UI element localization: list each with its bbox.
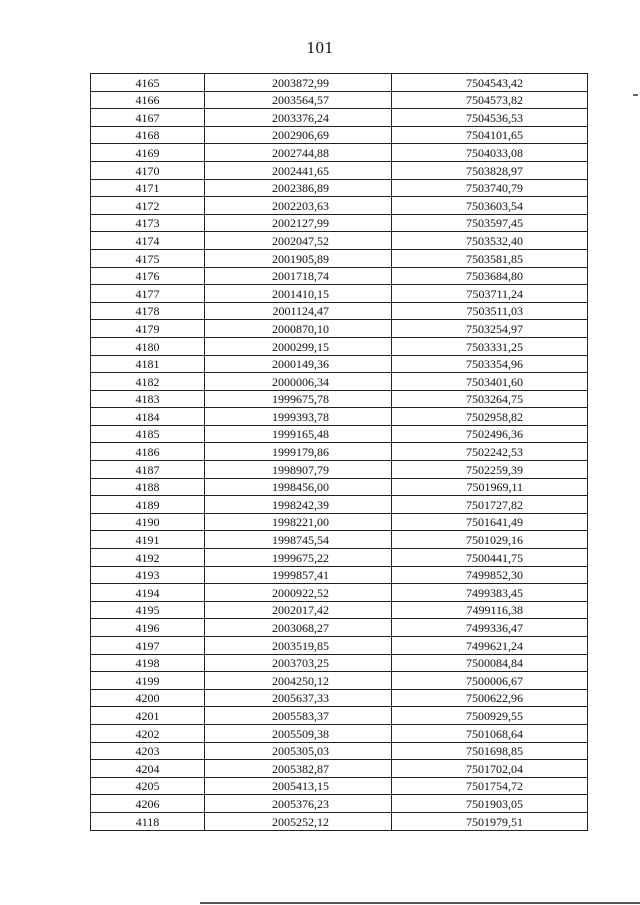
- table-row: [91, 179, 588, 197]
- x-coordinate-cell: 2003564,57: [205, 91, 392, 109]
- table-row: [91, 531, 588, 549]
- y-coordinate-cell: 7503254,97: [392, 320, 588, 338]
- y-coordinate-cell: 7501698,85: [392, 742, 588, 760]
- table-row: [91, 390, 588, 408]
- table-row: [91, 601, 588, 619]
- point-number-cell: 4206: [91, 795, 205, 813]
- point-number-cell: 4202: [91, 724, 205, 742]
- y-coordinate-cell: 7501754,72: [392, 777, 588, 795]
- point-number-cell: 4167: [91, 109, 205, 127]
- y-coordinate-cell: 7501641,49: [392, 513, 588, 531]
- y-coordinate-cell: 7502259,39: [392, 461, 588, 479]
- y-coordinate-cell: 7500006,67: [392, 672, 588, 690]
- point-number-cell: 4186: [91, 443, 205, 461]
- y-coordinate-cell: 7499336,47: [392, 619, 588, 637]
- table-row: [91, 144, 588, 162]
- table-row: [91, 443, 588, 461]
- table-row: [91, 654, 588, 672]
- point-number-cell: 4179: [91, 320, 205, 338]
- coordinates-table-body: [91, 74, 588, 831]
- x-coordinate-cell: 1998221,00: [205, 513, 392, 531]
- y-coordinate-cell: 7504573,82: [392, 91, 588, 109]
- table-row: [91, 267, 588, 285]
- x-coordinate-cell: 1999675,78: [205, 390, 392, 408]
- table-row: [91, 302, 588, 320]
- y-coordinate-cell: 7503740,79: [392, 179, 588, 197]
- x-coordinate-cell: 1998745,54: [205, 531, 392, 549]
- point-number-cell: 4180: [91, 337, 205, 355]
- table-row: [91, 812, 588, 830]
- x-coordinate-cell: 2005583,37: [205, 707, 392, 725]
- y-coordinate-cell: 7502958,82: [392, 408, 588, 426]
- y-coordinate-cell: 7501969,11: [392, 478, 588, 496]
- x-coordinate-cell: 2002017,42: [205, 601, 392, 619]
- y-coordinate-cell: 7503401,60: [392, 373, 588, 391]
- point-number-cell: 4195: [91, 601, 205, 619]
- y-coordinate-cell: 7499116,38: [392, 601, 588, 619]
- table-row: [91, 408, 588, 426]
- y-coordinate-cell: 7503597,45: [392, 214, 588, 232]
- x-coordinate-cell: 2005637,33: [205, 689, 392, 707]
- table-row: [91, 549, 588, 567]
- point-number-cell: 4168: [91, 126, 205, 144]
- x-coordinate-cell: 2003376,24: [205, 109, 392, 127]
- point-number-cell: 4177: [91, 285, 205, 303]
- table-row: [91, 619, 588, 637]
- y-coordinate-cell: 7504536,53: [392, 109, 588, 127]
- x-coordinate-cell: 2002441,65: [205, 161, 392, 179]
- x-coordinate-cell: 2002744,88: [205, 144, 392, 162]
- table-row: [91, 126, 588, 144]
- table-row: [91, 161, 588, 179]
- table-row: [91, 109, 588, 127]
- table-row: [91, 285, 588, 303]
- table-row: [91, 760, 588, 778]
- bottom-edge-line: [200, 902, 640, 904]
- point-number-cell: 4175: [91, 249, 205, 267]
- coordinates-table: [90, 73, 588, 831]
- point-number-cell: 4201: [91, 707, 205, 725]
- point-number-cell: 4187: [91, 461, 205, 479]
- point-number-cell: 4188: [91, 478, 205, 496]
- y-coordinate-cell: 7504101,65: [392, 126, 588, 144]
- point-number-cell: 4118: [91, 812, 205, 830]
- y-coordinate-cell: 7500929,55: [392, 707, 588, 725]
- y-coordinate-cell: 7502242,53: [392, 443, 588, 461]
- y-coordinate-cell: 7501727,82: [392, 496, 588, 514]
- point-number-cell: 4176: [91, 267, 205, 285]
- x-coordinate-cell: 2003872,99: [205, 74, 392, 92]
- x-coordinate-cell: 1999675,22: [205, 549, 392, 567]
- point-number-cell: 4169: [91, 144, 205, 162]
- y-coordinate-cell: 7501903,05: [392, 795, 588, 813]
- table-row: [91, 320, 588, 338]
- table-row: [91, 584, 588, 602]
- x-coordinate-cell: 2001905,89: [205, 249, 392, 267]
- point-number-cell: 4194: [91, 584, 205, 602]
- y-coordinate-cell: 7501068,64: [392, 724, 588, 742]
- table-row: [91, 742, 588, 760]
- y-coordinate-cell: 7499621,24: [392, 637, 588, 655]
- point-number-cell: 4193: [91, 566, 205, 584]
- y-coordinate-cell: 7503603,54: [392, 197, 588, 215]
- x-coordinate-cell: 1998907,79: [205, 461, 392, 479]
- point-number-cell: 4189: [91, 496, 205, 514]
- table-row: [91, 91, 588, 109]
- table-row: [91, 355, 588, 373]
- y-coordinate-cell: 7502496,36: [392, 425, 588, 443]
- y-coordinate-cell: 7503511,03: [392, 302, 588, 320]
- y-coordinate-cell: 7503684,80: [392, 267, 588, 285]
- x-coordinate-cell: 2001410,15: [205, 285, 392, 303]
- x-coordinate-cell: 2002906,69: [205, 126, 392, 144]
- point-number-cell: 4165: [91, 74, 205, 92]
- x-coordinate-cell: 2001124,47: [205, 302, 392, 320]
- table-row: [91, 337, 588, 355]
- point-number-cell: 4185: [91, 425, 205, 443]
- y-coordinate-cell: 7500622,96: [392, 689, 588, 707]
- y-coordinate-cell: 7501702,04: [392, 760, 588, 778]
- point-number-cell: 4178: [91, 302, 205, 320]
- x-coordinate-cell: 2003068,27: [205, 619, 392, 637]
- table-row: [91, 777, 588, 795]
- x-coordinate-cell: 2005382,87: [205, 760, 392, 778]
- table-row: [91, 724, 588, 742]
- table-row: [91, 197, 588, 215]
- x-coordinate-cell: 2002386,89: [205, 179, 392, 197]
- point-number-cell: 4182: [91, 373, 205, 391]
- point-number-cell: 4196: [91, 619, 205, 637]
- x-coordinate-cell: 2000922,52: [205, 584, 392, 602]
- point-number-cell: 4199: [91, 672, 205, 690]
- point-number-cell: 4192: [91, 549, 205, 567]
- y-coordinate-cell: 7500084,84: [392, 654, 588, 672]
- x-coordinate-cell: 2004250,12: [205, 672, 392, 690]
- point-number-cell: 4205: [91, 777, 205, 795]
- y-coordinate-cell: 7501979,51: [392, 812, 588, 830]
- x-coordinate-cell: 2005509,38: [205, 724, 392, 742]
- point-number-cell: 4197: [91, 637, 205, 655]
- x-coordinate-cell: 1999857,41: [205, 566, 392, 584]
- x-coordinate-cell: 2000299,15: [205, 337, 392, 355]
- table-row: [91, 496, 588, 514]
- table-row: [91, 478, 588, 496]
- y-coordinate-cell: 7503354,96: [392, 355, 588, 373]
- point-number-cell: 4203: [91, 742, 205, 760]
- x-coordinate-cell: 1998242,39: [205, 496, 392, 514]
- x-coordinate-cell: 2002127,99: [205, 214, 392, 232]
- x-coordinate-cell: 1999179,86: [205, 443, 392, 461]
- x-coordinate-cell: 2005376,23: [205, 795, 392, 813]
- point-number-cell: 4166: [91, 91, 205, 109]
- y-coordinate-cell: 7504543,42: [392, 74, 588, 92]
- table-row: [91, 373, 588, 391]
- table-row: [91, 425, 588, 443]
- point-number-cell: 4173: [91, 214, 205, 232]
- page-number: 101: [306, 38, 334, 57]
- table-row: [91, 672, 588, 690]
- table-row: [91, 689, 588, 707]
- y-coordinate-cell: 7503264,75: [392, 390, 588, 408]
- y-coordinate-cell: 7499852,30: [392, 566, 588, 584]
- x-coordinate-cell: 2003519,85: [205, 637, 392, 655]
- table-row: [91, 214, 588, 232]
- point-number-cell: 4184: [91, 408, 205, 426]
- x-coordinate-cell: 2003703,25: [205, 654, 392, 672]
- table-row: [91, 637, 588, 655]
- y-coordinate-cell: 7503532,40: [392, 232, 588, 250]
- table-row: [91, 461, 588, 479]
- y-coordinate-cell: 7503581,85: [392, 249, 588, 267]
- point-number-cell: 4191: [91, 531, 205, 549]
- x-coordinate-cell: 2002203,63: [205, 197, 392, 215]
- x-coordinate-cell: 2005413,15: [205, 777, 392, 795]
- y-coordinate-cell: 7500441,75: [392, 549, 588, 567]
- y-coordinate-cell: 7503828,97: [392, 161, 588, 179]
- point-number-cell: 4200: [91, 689, 205, 707]
- x-coordinate-cell: 2000006,34: [205, 373, 392, 391]
- x-coordinate-cell: 2005252,12: [205, 812, 392, 830]
- x-coordinate-cell: 2001718,74: [205, 267, 392, 285]
- point-number-cell: 4204: [91, 760, 205, 778]
- point-number-cell: 4171: [91, 179, 205, 197]
- table-row: [91, 232, 588, 250]
- table-row: [91, 707, 588, 725]
- point-number-cell: 4181: [91, 355, 205, 373]
- margin-mark: [633, 94, 638, 96]
- y-coordinate-cell: 7499383,45: [392, 584, 588, 602]
- x-coordinate-cell: 2002047,52: [205, 232, 392, 250]
- y-coordinate-cell: 7503331,25: [392, 337, 588, 355]
- table-row: [91, 513, 588, 531]
- table-row: [91, 566, 588, 584]
- point-number-cell: 4170: [91, 161, 205, 179]
- table-row: [91, 74, 588, 92]
- table-row: [91, 249, 588, 267]
- y-coordinate-cell: 7503711,24: [392, 285, 588, 303]
- x-coordinate-cell: 1999393,78: [205, 408, 392, 426]
- y-coordinate-cell: 7504033,08: [392, 144, 588, 162]
- point-number-cell: 4183: [91, 390, 205, 408]
- y-coordinate-cell: 7501029,16: [392, 531, 588, 549]
- table-row: [91, 795, 588, 813]
- x-coordinate-cell: 1999165,48: [205, 425, 392, 443]
- point-number-cell: 4174: [91, 232, 205, 250]
- x-coordinate-cell: 2000149,36: [205, 355, 392, 373]
- x-coordinate-cell: 2005305,03: [205, 742, 392, 760]
- x-coordinate-cell: 2000870,10: [205, 320, 392, 338]
- point-number-cell: 4172: [91, 197, 205, 215]
- x-coordinate-cell: 1998456,00: [205, 478, 392, 496]
- point-number-cell: 4198: [91, 654, 205, 672]
- point-number-cell: 4190: [91, 513, 205, 531]
